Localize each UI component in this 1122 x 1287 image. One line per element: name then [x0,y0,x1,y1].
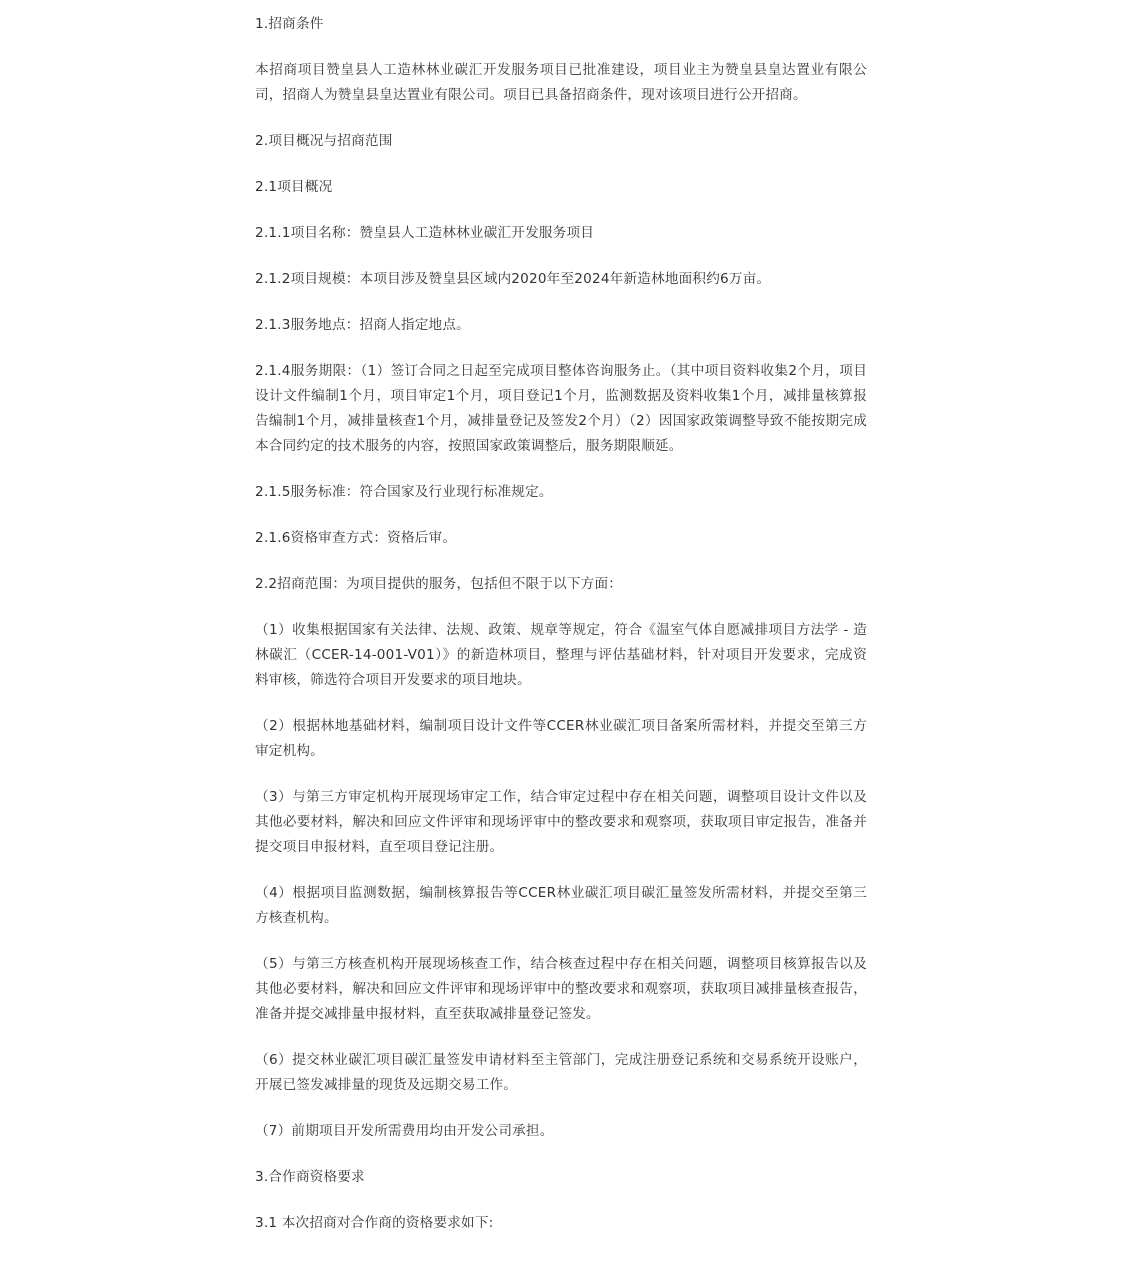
scope-item-6: （6）提交林业碳汇项目碳汇量签发申请材料至主管部门，完成注册登记系统和交易系统开设账户，开展已签发减排量的现货及远期交易工作。 [255,1052,867,1093]
scope-item-4: （4）根据项目监测数据，编制核算报告等CCER林业碳汇项目碳汇量签发所需材料，并提交至第三方核查机构。 [255,885,867,926]
scope-item-5: （5）与第三方核查机构开展现场核查工作，结合核查过程中存在相关问题，调整项目核算报告以及其他必要材料，解决和回应文件评审和现场评审中的整改要求和观察项，获取项目减排量核查报告，准备并提交减排量申报材料，直至获取减排量登记签发。 [255,956,867,1022]
item-service-standard: 2.1.5服务标准：符合国家及行业现行标准规定。 [255,484,553,500]
item-qualification-review: 2.1.6资格审查方式：资格后审。 [255,530,457,546]
document-body [255,12,867,1257]
subsection-heading-3-1: 3.1 本次招商对合作商的资格要求如下: [255,1215,494,1231]
section-heading-2: 2.项目概况与招商范围 [255,133,393,149]
item-project-scale: 2.1.2项目规模：本项目涉及赞皇县区域内2020年至2024年新造林地面积约6万亩。 [255,271,771,287]
subsection-heading-2-1: 2.1项目概况 [255,179,333,195]
scope-item-3: （3）与第三方审定机构开展现场审定工作，结合审定过程中存在相关问题，调整项目设计文件以及其他必要材料，解决和回应文件评审和现场评审中的整改要求和观察项，获取项目审定报告，准备并提交项目申报材料，直至项目登记注册。 [255,789,867,855]
paragraph-tender-conditions: 本招商项目赞皇县人工造林林业碳汇开发服务项目已批准建设，项目业主为赞皇县皇达置业有限公司，招商人为赞皇县皇达置业有限公司。项目已具备招商条件，现对该项目进行公开招商。 [255,62,867,103]
section-heading-1: 1.招商条件 [255,16,324,32]
scope-item-7: （7）前期项目开发所需费用均由开发公司承担。 [255,1123,554,1139]
subsection-heading-2-2: 2.2招商范围：为项目提供的服务，包括但不限于以下方面： [255,576,623,592]
item-project-name: 2.1.1项目名称：赞皇县人工造林林业碳汇开发服务项目 [255,225,595,241]
section-heading-3: 3.合作商资格要求 [255,1169,365,1185]
item-service-period: 2.1.4服务期限：（1）签订合同之日起至完成项目整体咨询服务止。（其中项目资料收集2个月，项目设计文件编制1个月，项目审定1个月，项目登记1个月，监测数据及资料收集1个月，减排量核算报告编制1个月，减排量核查1个月，减排量登记及签发2个月）（2）因国家政策调整导致不能按期完成本合同约定的技术服务的内容，按照国家政策调整后，服务期限顺延。 [255,363,867,454]
scope-item-1: （1）收集根据国家有关法律、法规、政策、规章等规定，符合《温室气体自愿减排项目方法学 - 造林碳汇（CCER-14-001-V01）》的新造林项目，整理与评估基础材料，针对项目开发要求，完成资料审核，筛选符合项目开发要求的项目地块。 [255,622,867,688]
scope-item-2: （2）根据林地基础材料，编制项目设计文件等CCER林业碳汇项目备案所需材料，并提交至第三方审定机构。 [255,718,867,759]
item-service-location: 2.1.3服务地点：招商人指定地点。 [255,317,470,333]
